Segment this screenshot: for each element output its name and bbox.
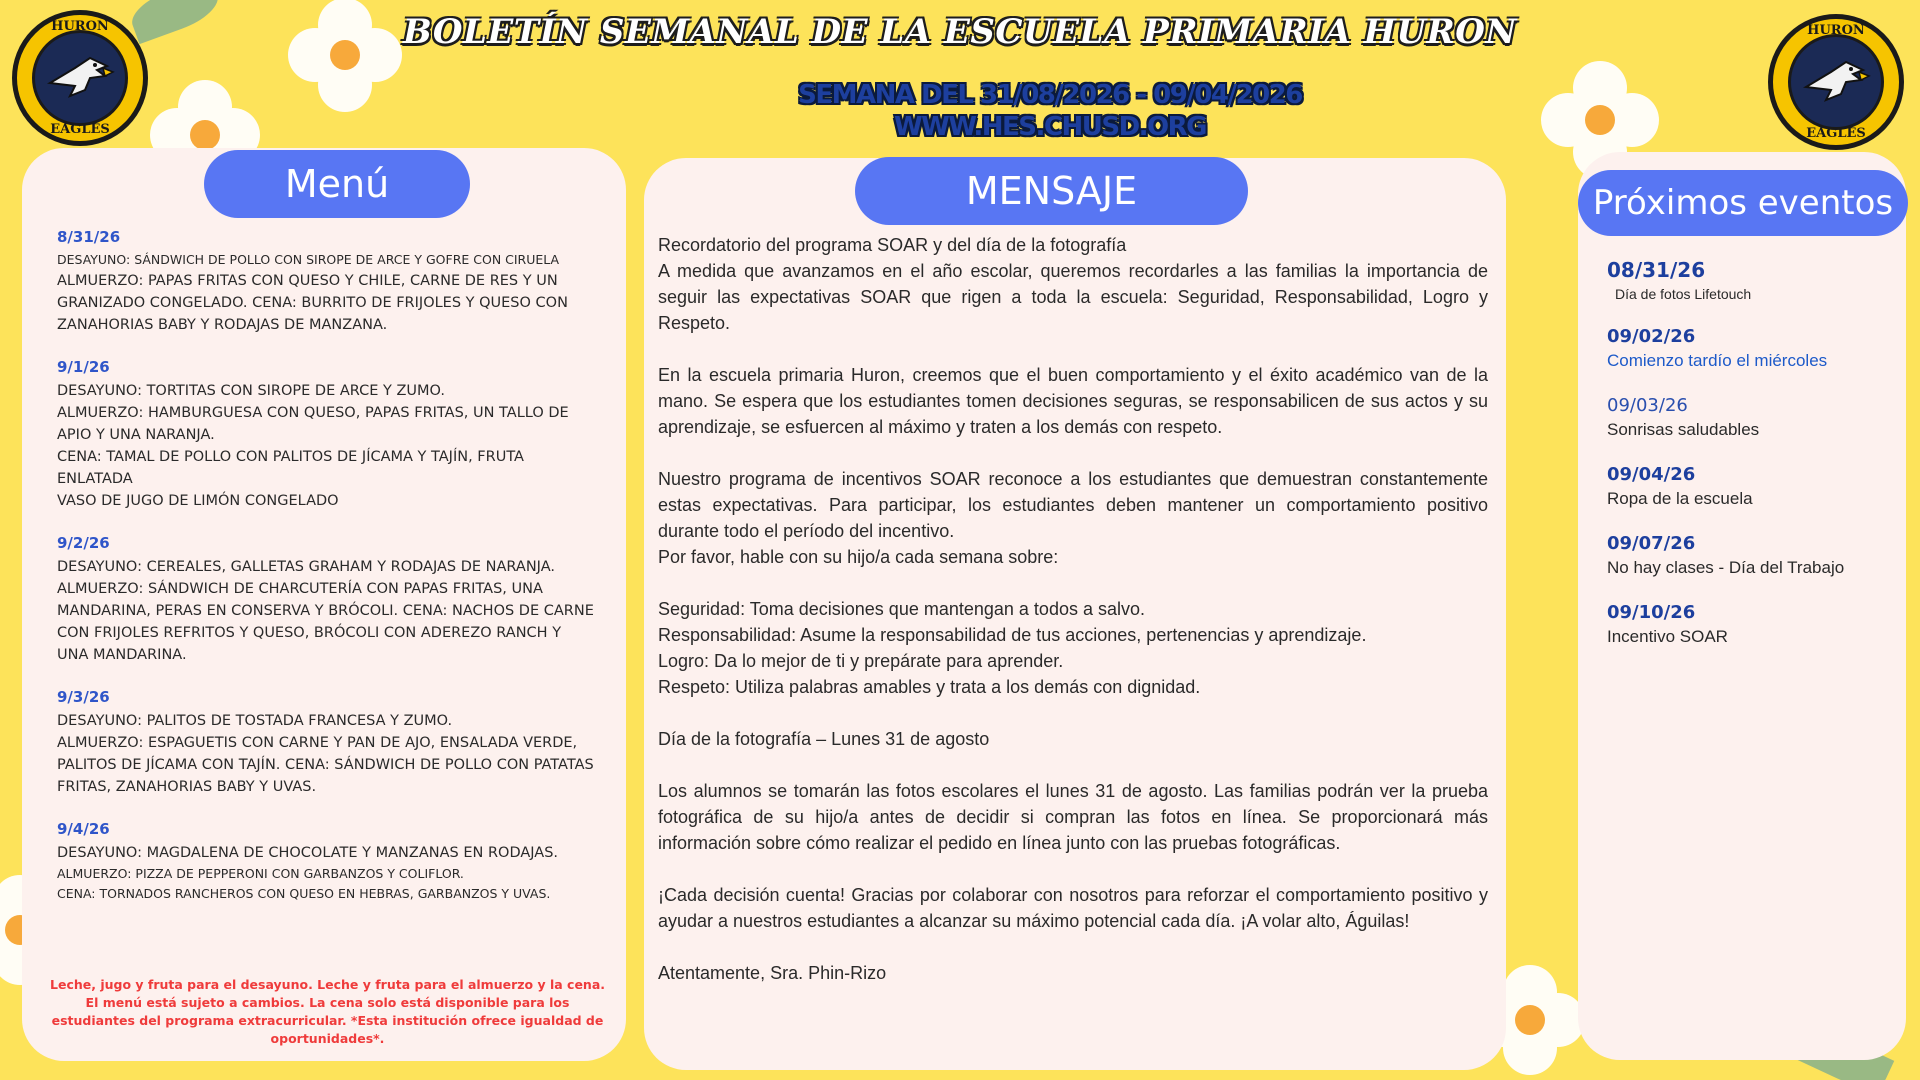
- events-heading: Próximos eventos: [1578, 170, 1908, 236]
- menu-item: ALMUERZO: PAPAS FRITAS CON QUESO Y CHILE, CARNE DE RES Y UN GRANIZADO CONGELADO. CENA: BURRITO DE FRIJOLES Y QUESO CON ZANAHORIAS BABY Y RODAJAS DE MANZANA.: [57, 273, 568, 333]
- menu-item: DESAYUNO: MAGDALENA DE CHOCOLATE Y MANZANAS EN RODAJAS.: [57, 845, 559, 861]
- logo-bottom-text: EAGLES: [1806, 126, 1866, 141]
- event-date: 09/10/26: [1607, 602, 1696, 623]
- event-date: 09/04/26: [1607, 464, 1696, 485]
- menu-item: DESAYUNO: PALITOS DE TOSTADA FRANCESA Y ZUMO.: [57, 713, 453, 729]
- photo-day-heading: Día de la fotografía – Lunes 31 de agosto: [658, 729, 990, 749]
- message-paragraph: Los alumnos se tomarán las fotos escolares el lunes 31 de agosto. Las familias podrán ver la prueba fotográfica de su hijo/a antes de decidir si compran las fotos en línea. Se proporcionará más información sobre cómo realizar el pedido en línea junto con las pruebas fotográficas.: [658, 781, 1488, 853]
- event-date: 08/31/26: [1607, 258, 1706, 282]
- event-date: 09/03/26: [1607, 395, 1688, 416]
- menu-list: [57, 228, 597, 926]
- message-signoff: Atentamente, Sra. Phin-Rizo: [658, 963, 887, 983]
- logo-top-text: HURON: [51, 19, 109, 34]
- school-logo-left: [12, 10, 148, 146]
- menu-date: 9/1/26: [57, 358, 110, 376]
- menu-item: ALMUERZO: SÁNDWICH DE CHARCUTERÍA CON PAPAS FRITAS, UNA MANDARINA, PERAS EN CONSERVA Y BRÓCOLI. CENA: NACHOS DE CARNE CON FRIJOLES REFRITOS Y QUESO, BRÓCOLI CON ADEREZO RANCH Y UNA MANDARINA.: [57, 581, 594, 663]
- logo-top-text: HURON: [1807, 23, 1865, 38]
- message-paragraph: Por favor, hable con su hijo/a cada semana sobre:: [658, 547, 1059, 567]
- event-desc: No hay clases - Día del Trabajo: [1607, 558, 1845, 577]
- message-paragraph: En la escuela primaria Huron, creemos que el buen comportamiento y el éxito académico van de la mano. Se espera que los estudiantes tomen decisiones seguras, se responsabilicen de sus actos y su aprendizaje, se esfuercen al máximo y traten a los demás con respeto.: [658, 365, 1488, 437]
- event-desc: Ropa de la escuela: [1607, 489, 1753, 508]
- message-subject: Recordatorio del programa SOAR y del día de la fotografía: [658, 235, 1127, 255]
- event-item: [1607, 533, 1887, 578]
- page-title: BOLETÍN SEMANAL DE LA ESCUELA PRIMARIA HURON: [402, 12, 1518, 52]
- menu-heading: Menú: [204, 150, 470, 218]
- menu-day: [57, 358, 597, 512]
- message-paragraph: Nuestro programa de incentivos SOAR reconoce a los estudiantes que demuestran constantemente estas expectativas. Para participar, los estudiantes deben mantener un comportamiento positivo durante todo el período del incentivo.: [658, 469, 1488, 541]
- event-date: 09/07/26: [1607, 533, 1696, 554]
- menu-item: CENA: TORNADOS RANCHEROS CON QUESO EN HEBRAS, GARBANZOS Y UVAS.: [57, 886, 551, 901]
- menu-item: DESAYUNO: SÁNDWICH DE POLLO CON SIROPE DE ARCE Y GOFRE CON CIRUELA: [57, 252, 560, 267]
- menu-item: CENA: TAMAL DE POLLO CON PALITOS DE JÍCAMA Y TAJÍN, FRUTA ENLATADA: [57, 449, 524, 487]
- event-item: [1607, 258, 1887, 302]
- menu-item: ALMUERZO: ESPAGUETIS CON CARNE Y PAN DE AJO, ENSALADA VERDE, PALITOS DE JÍCAMA CON TAJÍN. CENA: SÁNDWICH DE POLLO CON PATATAS FRITAS, ZANAHORIAS BABY Y UVAS.: [57, 735, 594, 795]
- soar-item: Responsabilidad: Asume la responsabilidad de tus acciones, pertenencias y aprendizaje.: [658, 625, 1367, 645]
- event-desc: Sonrisas saludables: [1607, 420, 1760, 439]
- event-item: [1607, 326, 1887, 371]
- soar-item: Seguridad: Toma decisiones que mantengan a todos a salvo.: [658, 599, 1145, 619]
- message-heading: MENSAJE: [855, 157, 1248, 225]
- logo-bottom-text: EAGLES: [50, 122, 110, 137]
- message-paragraph: A medida que avanzamos en el año escolar, queremos recordarles a las familias la importancia de seguir las expectativas SOAR que rigen a toda la escuela: Seguridad, Responsabilidad, Logro y Respeto.: [658, 261, 1488, 333]
- menu-day: [57, 534, 597, 666]
- event-item: [1607, 395, 1887, 440]
- event-item: [1607, 464, 1887, 509]
- eagle-icon: [45, 48, 115, 108]
- week-range: SEMANA DEL 31/08/2026 - 09/04/2026: [798, 80, 1302, 110]
- message-paragraph: ¡Cada decisión cuenta! Gracias por colaborar con nosotros para reforzar el comportamiento positivo y ayudar a nuestros estudiantes a alcanzar su máximo potencial cada día. ¡A volar alto, Águilas!: [658, 885, 1488, 931]
- menu-date: 9/2/26: [57, 534, 110, 552]
- menu-date: 9/3/26: [57, 688, 110, 706]
- menu-day: [57, 820, 597, 904]
- menu-day: [57, 228, 597, 336]
- event-desc: Día de fotos Lifetouch: [1615, 286, 1752, 302]
- message-body: [658, 232, 1488, 986]
- menu-date: 8/31/26: [57, 228, 121, 246]
- menu-item: ALMUERZO: HAMBURGUESA CON QUESO, PAPAS FRITAS, UN TALLO DE APIO Y UNA NARANJA.: [57, 405, 569, 443]
- menu-item: VASO DE JUGO DE LIMÓN CONGELADO: [57, 493, 339, 509]
- menu-note: Leche, jugo y fruta para el desayuno. Leche y fruta para el almuerzo y la cena. El menú está sujeto a cambios. La cena solo está disponible para los estudiantes del programa extracurricular. *Esta institución ofrece igualdad de oportunidades*.: [50, 977, 605, 1046]
- eagle-icon: [1801, 52, 1871, 112]
- event-date: 09/02/26: [1607, 326, 1696, 347]
- events-list: [1607, 258, 1887, 671]
- soar-item: Logro: Da lo mejor de ti y prepárate para aprender.: [658, 651, 1064, 671]
- soar-item: Respeto: Utiliza palabras amables y trata a los demás con dignidad.: [658, 677, 1201, 697]
- event-desc: Comienzo tardío el miércoles: [1607, 351, 1828, 370]
- school-logo-right: [1768, 14, 1904, 150]
- school-website[interactable]: WWW.HES.CHUSD.ORG: [893, 112, 1207, 142]
- event-desc: Incentivo SOAR: [1607, 627, 1728, 646]
- menu-item: ALMUERZO: PIZZA DE PEPPERONI CON GARBANZOS Y COLIFLOR.: [57, 866, 464, 881]
- menu-day: [57, 688, 597, 798]
- menu-date: 9/4/26: [57, 820, 110, 838]
- event-item: [1607, 602, 1887, 647]
- menu-item: DESAYUNO: TORTITAS CON SIROPE DE ARCE Y ZUMO.: [57, 383, 445, 399]
- menu-item: DESAYUNO: CEREALES, GALLETAS GRAHAM Y RODAJAS DE NARANJA.: [57, 559, 555, 575]
